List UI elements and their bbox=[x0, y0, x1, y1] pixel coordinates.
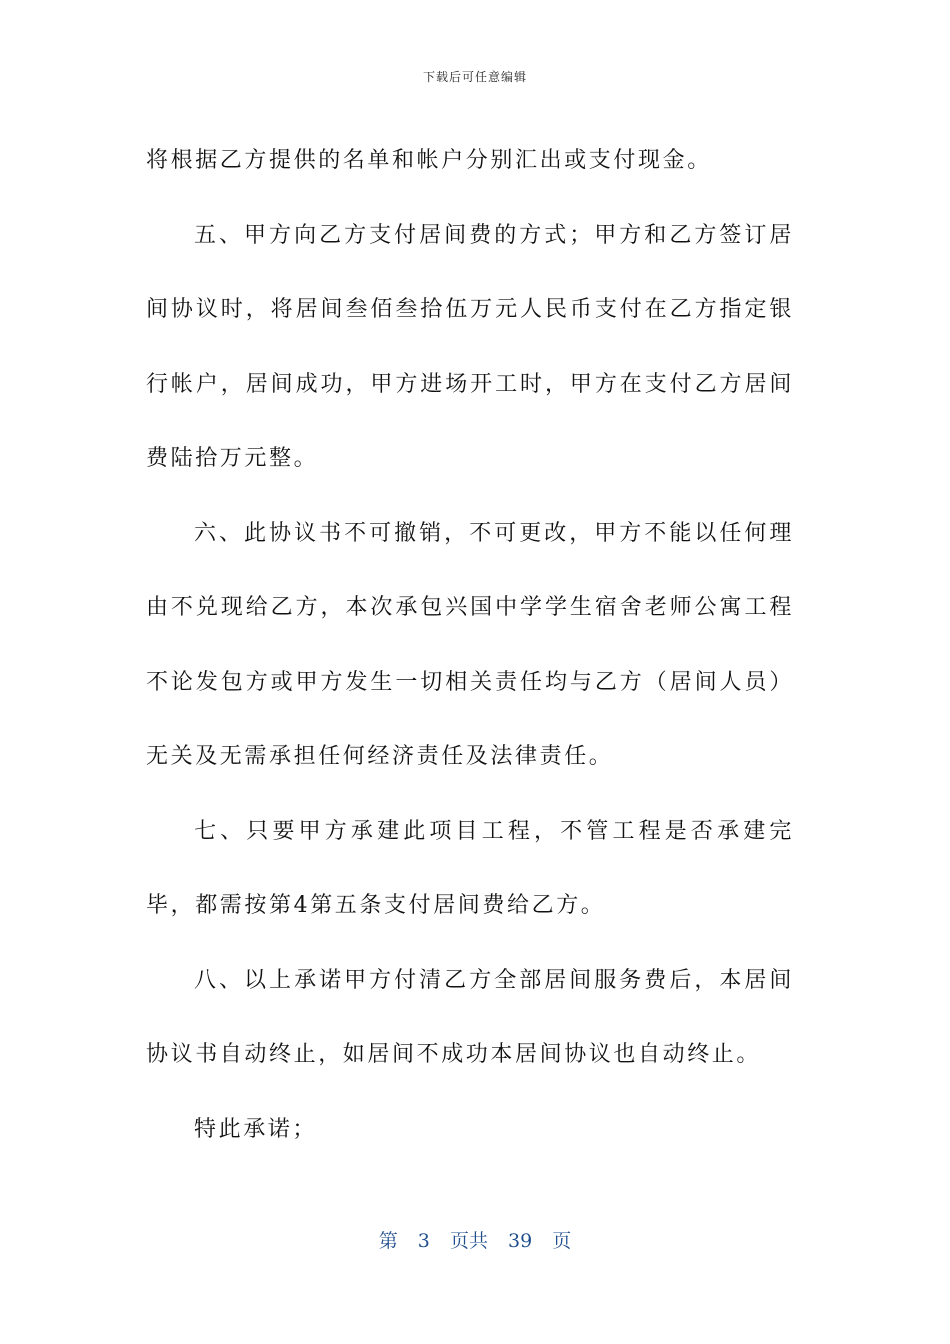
footer-mid: 页共 bbox=[449, 1230, 488, 1252]
footer-total-pages: 39 bbox=[508, 1230, 533, 1252]
paragraph-continuation: 将根据乙方提供的名单和帐户分别汇出或支付现金。 bbox=[146, 148, 712, 173]
paragraph-clause-7: 七、只要甲方承建此项目工程，不管工程是否承建完毕，都需按第4第五条支付居间费给乙方。 bbox=[146, 818, 794, 918]
paragraph-clause-5: 五、甲方向乙方支付居间费的方式；甲方和乙方签订居间协议时，将居间叁佰叁拾伍万元人民币支付在乙方指定银行帐户，居间成功，甲方进场开工时，甲方在支付乙方居间费陆拾万元整。 bbox=[146, 222, 794, 471]
footer-prefix: 第 bbox=[378, 1230, 398, 1252]
paragraph-clause-6: 六、此协议书不可撤销，不可更改，甲方不能以任何理由不兑现给乙方，本次承包兴国中学学生宿舍老师公寓工程不论发包方或甲方发生一切相关责任均与乙方（居间人员）无关及无需承担任何经济责任及法律责任。 bbox=[146, 520, 794, 769]
paragraph-closing: 特此承诺； bbox=[194, 1116, 318, 1142]
footer-suffix: 页 bbox=[552, 1230, 572, 1252]
document-body bbox=[146, 124, 794, 1167]
page-footer bbox=[0, 1226, 950, 1253]
header-note: 下载后可任意编辑 bbox=[422, 70, 527, 84]
paragraph-clause-8: 八、以上承诺甲方付清乙方全部居间服务费后，本居间协议书自动终止，如居间不成功本居间协议也自动终止。 bbox=[146, 967, 794, 1067]
footer-current-page: 3 bbox=[417, 1230, 430, 1252]
